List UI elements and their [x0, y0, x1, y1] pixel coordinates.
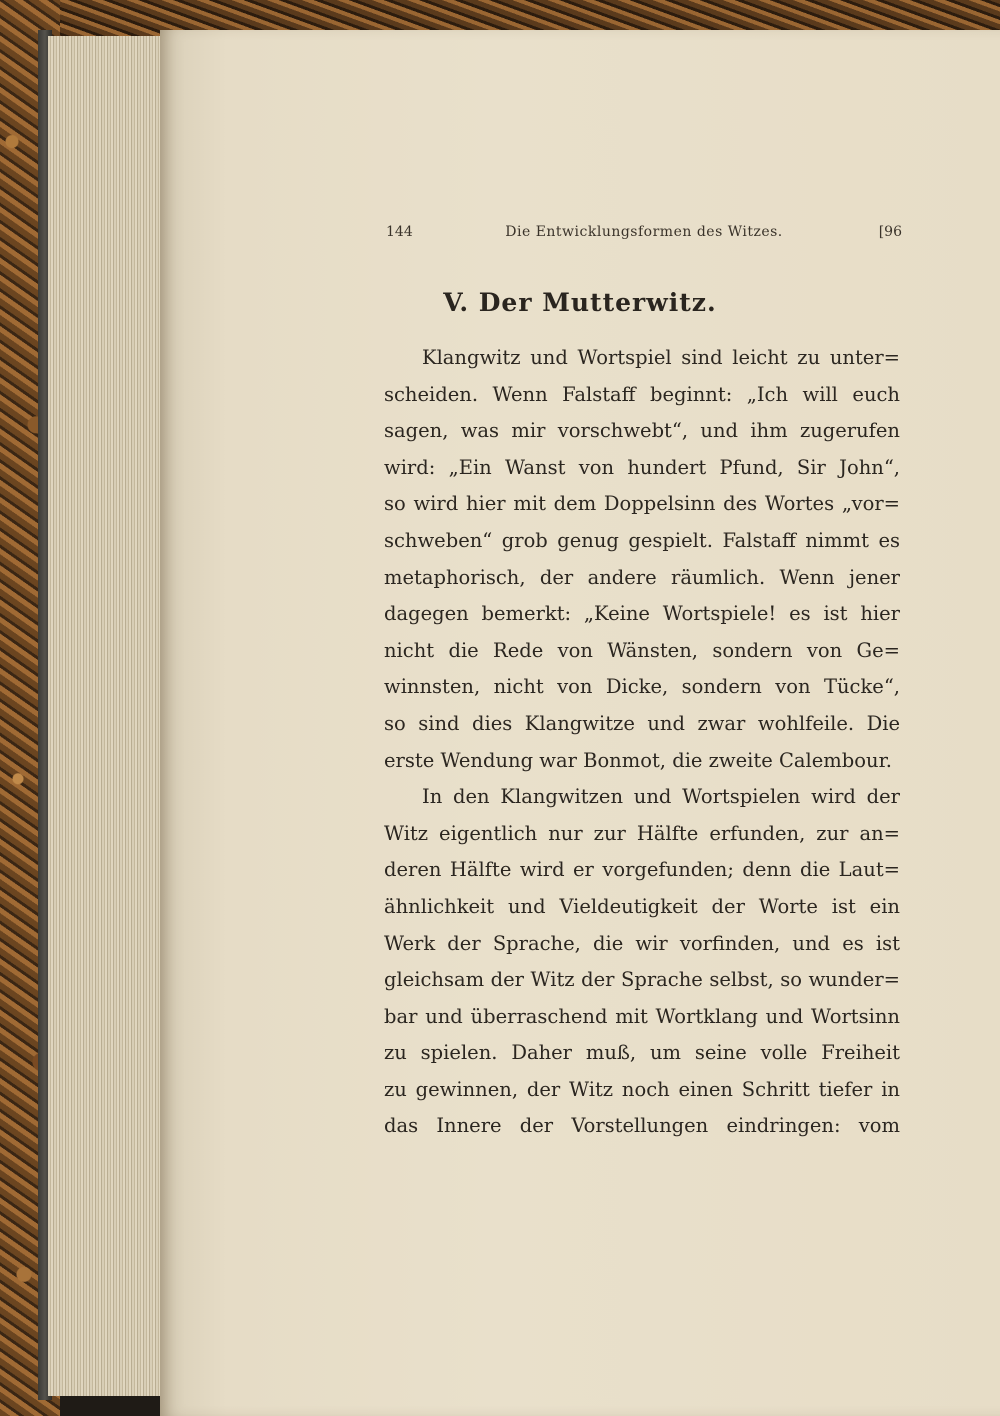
text-line: Klangwitz und Wortspiel sind leicht zu unter= — [422, 346, 900, 369]
text-line: das Innere der Vorstellungen eindringen: vom — [384, 1114, 900, 1138]
text-line: so wird hier mit dem Doppelsinn des Wortes „vor= — [384, 492, 900, 516]
text-line: scheiden. Wenn Falstaff beginnt: „Ich will euch — [384, 382, 900, 406]
text-line: ähnlichkeit und Vieldeutigkeit der Worte ist ein — [384, 894, 900, 918]
text-line: Werk der Sprache, die wir vorfinden, und es ist — [384, 931, 900, 955]
text-line: nicht die Rede von Wänsten, sondern von Ge= — [384, 638, 900, 662]
text-line: erste Wendung war Bonmot, die zweite Calembour. — [384, 748, 892, 772]
text-line: schweben“ grob genug gespielt. Falstaff nimmt es — [384, 528, 900, 552]
text-line: In den Klangwitzen und Wortspielen wird der — [422, 785, 900, 809]
text-line: metaphorisch, der andere räumlich. Wenn jener — [384, 565, 900, 589]
text-line: deren Hälfte wird er vorgefunden; denn die Laut= — [384, 858, 900, 882]
running-title: Die Entwicklungsformen des Witzes. — [505, 224, 783, 240]
text-line: bar und überraschend mit Wortklang und Wortsinn — [384, 1004, 900, 1028]
text-line: gleichsam der Witz der Sprache selbst, so wunder= — [384, 968, 900, 992]
text-line: zu spielen. Daher muß, um seine volle Freiheit — [384, 1041, 900, 1065]
text-line: dagegen bemerkt: „Keine Wortspiele! es ist hier — [384, 602, 900, 626]
running-head — [386, 224, 902, 244]
page-stack-edges — [48, 36, 161, 1396]
section-heading: V. Der Mutterwitz. — [443, 288, 717, 317]
text-line: sagen, was mir vorschwebt“, und ihm zugerufen — [384, 419, 900, 443]
text-line: zu gewinnen, der Witz noch einen Schritt tiefer in — [384, 1077, 900, 1101]
text-line: Witz eigentlich nur zur Hälfte erfunden, zur an= — [384, 821, 900, 845]
text-line: so sind dies Klangwitze und zwar wohlfeile. Die — [384, 711, 900, 735]
body-text — [384, 340, 900, 1145]
original-page-ref: [96 — [878, 224, 902, 240]
text-line: winnsten, nicht von Dicke, sondern von Tücke“, — [384, 675, 900, 699]
text-line: wird: „Ein Wanst von hundert Pfund, Sir John“, — [384, 455, 900, 479]
page-number: 144 — [386, 224, 413, 240]
